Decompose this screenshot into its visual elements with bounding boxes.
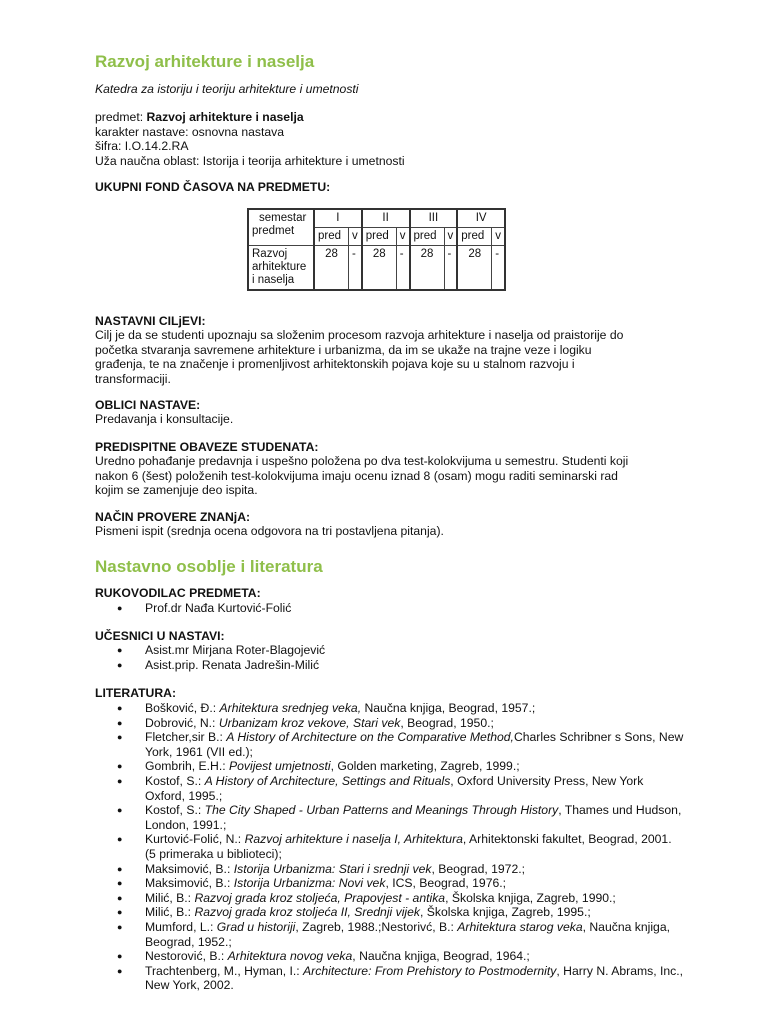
ciljevi-text	[95, 328, 685, 386]
ref-title: Razvoj grada kroz stoljeća, Prapovjest - antika	[194, 890, 446, 905]
reference-item	[95, 876, 685, 891]
corner-predmet: predmet	[252, 225, 295, 237]
obaveze-line: Uredno pohađanje predavnja i uspešno položena po dva test-kolokvijuma u semestru. Studenti koji	[95, 454, 629, 468]
semester-header-3: III	[410, 209, 458, 228]
ref-publisher: , Beograd, 1950.;	[400, 715, 494, 730]
reference-item	[95, 730, 685, 759]
reference-item	[95, 832, 685, 861]
ciljevi-line: građenja, te na značenje i promenljivost arhitektonskih pojava koje su u stalnom razvoju i	[95, 357, 575, 372]
sub-header-v: v	[492, 228, 505, 246]
ref-publisher: , Arhitektonski fakultet, Beograd, 2001. (5 primeraka u biblioteci);	[145, 832, 672, 861]
ref-publisher: , Thames und Hudson, London, 1991.;	[145, 803, 682, 832]
ref-title: A History of Architecture, Settings and Rituals	[204, 773, 451, 788]
list-item: ● Asist.mr Mirjana Roter-Blagojević	[95, 643, 685, 658]
row-course-name: Razvoj arhitekture i naselja	[248, 246, 314, 291]
ref-author: Bošković, Đ.:	[145, 701, 220, 715]
ref-author: Kostof, S.:	[145, 773, 205, 788]
ref-author: Gombrih, E.H.:	[145, 759, 229, 774]
semester-header-4: IV	[457, 209, 505, 228]
ref-title: Istorija Urbanizma: Novi vek	[233, 876, 386, 891]
ciljevi-line: Cilj je da se studenti upoznaju sa složenim procesom razvoja arhitekture i naselja od praistorije do	[95, 328, 624, 342]
department-subtitle: Katedra za istoriju i teoriju arhitekture i umetnosti	[95, 82, 359, 96]
ciljevi-line: transformaciji.	[95, 371, 171, 386]
corner-semestar: semestar	[259, 212, 307, 224]
reference-item	[95, 701, 685, 716]
ref-title: A History of Architecture on the Comparative Method,	[226, 730, 514, 745]
reference-item	[95, 964, 685, 993]
ref-author: Maksimović, B.:	[145, 876, 234, 891]
ref-publisher: , Zagreb, 1988.;Nestorivć, B.:	[295, 919, 458, 934]
fond-heading: UKUPNI FOND ČASOVA NA PREDMETU:	[95, 180, 331, 194]
ref-author: Milić, B.:	[145, 890, 195, 905]
value-cell: -	[444, 246, 457, 291]
ref-publisher: , Beograd, 1972.;	[431, 861, 526, 876]
rukovodilac-list	[95, 601, 685, 616]
ref-title: Razvoj arhitekture i naselja I, Arhitektura	[244, 832, 463, 847]
ucesnici-heading: UČESNICI U NASTAVI:	[95, 629, 225, 643]
value-cell: -	[349, 246, 362, 291]
ref-publisher: , ICS, Beograd, 1976.;	[385, 876, 507, 891]
reference-item	[95, 949, 685, 964]
ref-publisher: , Harry N. Abrams, Inc., New York, 2002.	[145, 963, 684, 993]
ciljevi-heading: NASTAVNI CILjEVI:	[95, 314, 206, 328]
oblici-heading: OBLICI NASTAVE:	[95, 398, 201, 412]
value-cell: 28	[410, 246, 445, 291]
ref-title: Architecture: From Prehistory to Postmodernity	[303, 963, 557, 978]
karakter-line: karakter nastave: osnovna nastava	[95, 124, 285, 139]
ref-title: Arhitektura srednjeg veka,	[219, 701, 362, 715]
ref-author: Kurtović-Folić, N.:	[145, 832, 245, 847]
ref-title: Razvoj grada kroz stoljeća II, Srednji vijek	[194, 905, 421, 920]
course-info	[95, 110, 685, 168]
ciljevi-line: početka stvaranja savremene arhitekture i urbanizma, da im se ukaže na trajne veze i logiku	[95, 342, 592, 357]
reference-item	[95, 803, 685, 832]
value-cell: 28	[457, 246, 492, 291]
rukovodilac-heading: RUKOVODILAC PREDMETA:	[95, 586, 261, 600]
reference-item	[95, 759, 685, 774]
ref-author: Fletcher,sir B.:	[145, 730, 227, 745]
list-item: ● Prof.dr Nađa Kurtović-Folić	[95, 601, 685, 616]
list-item: ● Asist.prip. Renata Jadrešin-Milić	[95, 658, 685, 673]
sub-header-pred: pred	[410, 228, 445, 246]
ref-title: Istorija Urbanizma: Stari i srednji vek	[233, 861, 432, 876]
literatura-list	[95, 701, 685, 993]
ref-publisher: Charles Schribner s Sons, New York, 1961 (VII ed.);	[145, 730, 684, 759]
oblici-text: Predavanja i konsultacije.	[95, 412, 234, 426]
reference-item	[95, 862, 685, 877]
ref-publisher: Naučna knjiga, Beograd, 1957.;	[361, 701, 536, 715]
ref-title: Arhitektura starog veka	[457, 919, 583, 934]
ref-author: Dobrović, N.:	[145, 715, 219, 730]
value-cell: -	[396, 246, 409, 291]
sifra-line: šifra: I.O.14.2.RA	[95, 139, 189, 154]
obaveze-heading: PREDISPITNE OBAVEZE STUDENATA:	[95, 440, 319, 454]
reference-item	[95, 774, 685, 803]
ref-author: Nestorović, B.:	[145, 949, 228, 964]
table-corner-cell	[248, 209, 314, 246]
sub-header-v: v	[349, 228, 362, 246]
ref-author: Kostof, S.:	[145, 803, 205, 818]
literatura-heading: LITERATURA:	[95, 686, 177, 700]
ref-author: Mumford, L.:	[145, 919, 217, 934]
section-title-osoblje: Nastavno osoblje i literatura	[95, 557, 323, 576]
sub-header-v: v	[444, 228, 457, 246]
obaveze-line: kojim se zamenjuje deo ispita.	[95, 483, 258, 498]
ref-publisher: , Naučna knjiga, Beograd, 1964.;	[352, 949, 530, 964]
obaveze-line: nakon 6 (šest) položenih test-kolokvijuma imaju ocenu iznad 8 (osam) mogu raditi seminarski rad	[95, 468, 618, 483]
ref-title: Grad u historiji	[216, 919, 296, 934]
sub-header-v: v	[396, 228, 409, 246]
provera-text: Pismeni ispit (srednja ocena odgovora na tri postavljena pitanja).	[95, 524, 444, 538]
ref-title: Povijest umjetnosti	[228, 759, 331, 774]
reference-item	[95, 920, 685, 949]
predmet-label: predmet:	[95, 110, 147, 124]
ref-title: Arhitektura novog veka	[227, 949, 353, 964]
sub-header-pred: pred	[314, 228, 349, 246]
predmet-line	[95, 110, 685, 125]
value-cell: 28	[362, 246, 397, 291]
hours-table	[247, 208, 506, 291]
value-cell: -	[492, 246, 505, 291]
oblast-line: Uža naučna oblast: Istorija i teorija arhitekture i umetnosti	[95, 153, 405, 168]
ref-publisher: , Školska knjiga, Zagreb, 1990.;	[445, 890, 616, 905]
section-title-razvoj: Razvoj arhitekture i naselja	[95, 52, 315, 71]
reference-item	[95, 716, 685, 731]
sub-header-pred: pred	[362, 228, 397, 246]
predmet-value: Razvoj arhitekture i naselja	[146, 110, 304, 124]
sub-header-pred: pred	[457, 228, 492, 246]
ucesnici-list	[95, 643, 685, 672]
reference-item	[95, 891, 685, 906]
ref-author: Trachtenberg, M., Hyman, I.:	[145, 963, 304, 978]
ref-author: Milić, B.:	[145, 905, 195, 920]
provera-heading: NAČIN PROVERE ZNANjA:	[95, 510, 251, 524]
reference-item	[95, 905, 685, 920]
obaveze-text	[95, 454, 685, 498]
semester-header-1: I	[314, 209, 362, 228]
value-cell: 28	[314, 246, 349, 291]
semester-header-2: II	[362, 209, 410, 228]
ref-publisher: , Naučna knjiga, Beograd, 1952.;	[145, 919, 671, 949]
ref-publisher: , Oxford University Press, New York Oxford, 1995.;	[145, 773, 644, 803]
ref-title: The City Shaped - Urban Patterns and Meanings Through History	[204, 803, 559, 818]
ref-publisher: , Golden marketing, Zagreb, 1999.;	[330, 759, 520, 774]
ref-author: Maksimović, B.:	[145, 861, 234, 876]
ref-title: Urbanizam kroz vekove, Stari vek	[218, 715, 401, 730]
ref-publisher: , Školska knjiga, Zagreb, 1995.;	[420, 905, 591, 920]
